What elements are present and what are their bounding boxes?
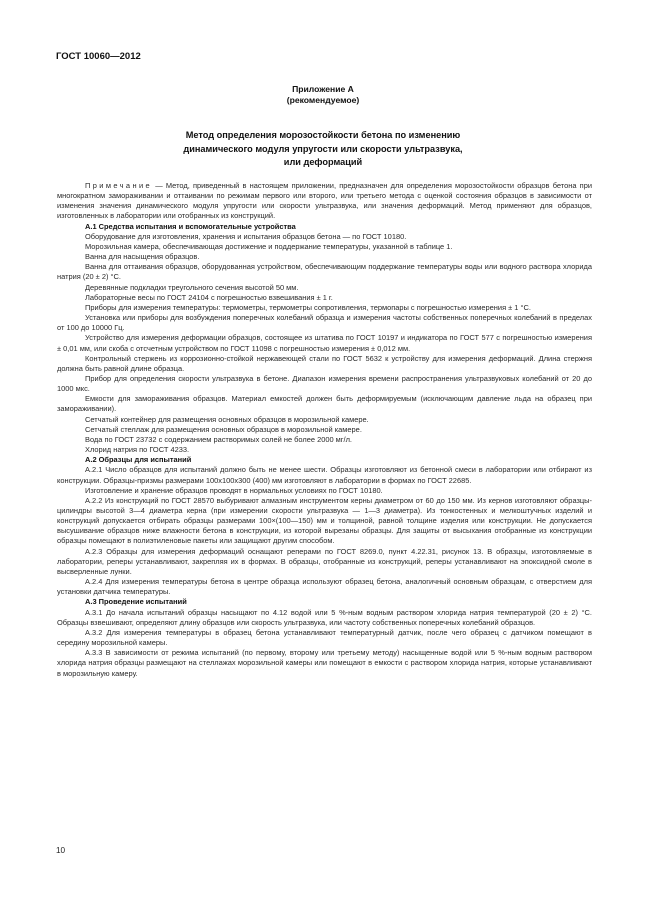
paragraph: А.2.4 Для измерения температуры бетона в центре образца используют образец бетона, аналогичный основным образцам, с отверстием для установки датчика температуры. (57, 577, 592, 597)
paragraph: А.3.3 В зависимости от режима испытаний (по первому, второму или третьему методу) насыщенные водой или 5 %-ным водным раствором хлорида натрия образцы размещают на стеллажах морозильной камеры или помещают в емкости с раствором хлорида натрия, которые устанавливают в морозильную камеру. (57, 648, 592, 678)
paragraph: Морозильная камера, обеспечивающая достижение и поддержание температуры, указанной в таблице 1. (85, 241, 453, 251)
paragraph: Ванна для насыщения образцов. (85, 252, 200, 262)
paragraph: А.3.1 До начала испытаний образцы насыщают по 4.12 водой или 5 %-ным водным раствором хлорида натрия температурой (20 ± 2) °С. Образцы взвешивают, определяют длину образцов или скорость ультразвука, или частоту собственных поперечных колебаний образцов. (57, 607, 592, 627)
section-heading: А.1 Средства испытания и вспомогательные устройства (85, 221, 296, 231)
appendix-heading (0, 84, 646, 106)
paragraph: Приборы для измерения температуры: термометры, термометры сопротивления, термопары с погрешностью измерения ± 1 °С. (85, 302, 531, 312)
paragraph: Устройство для измерения деформации образцов, состоящее из штатива по ГОСТ 10197 и индикатора по ГОСТ 577 с погрешностью измерения ± 0,01 мм, или скоба с отсчетным устройством по ГОСТ 11098 с погрешностью измерения ± 0,012 мм. (57, 333, 592, 353)
method-title-line: Метод определения морозостойкости бетона по изменению (185, 130, 461, 140)
paragraph: А.2.2 Из конструкций по ГОСТ 28570 выбуривают алмазным инструментом керны диаметром от 60 до 150 мм. Из кернов изготовляют образцы-цилиндры высотой 3—4 диаметра керна (при измерении скорости ультразвука — 1—3 диаметра). Из тонкостенных и мелкоштучных изделий и конструкций допускается отбирать образцы размерами 100×(100—150) мм и толщиной, равной толщине изделия или конструкции. Не допускается высушивание образцов ниже влажности бетона в конструкции, из которой вырезаны образцы. Для защиты от высыхания отобранные из конструкции образцы помещают в полиэтиленовые пакеты или защищают другим способом. (57, 495, 592, 546)
paragraph: Сетчатый стеллаж для размещения основных образцов в морозильной камере. (85, 424, 362, 434)
paragraph: Лабораторные весы по ГОСТ 24104 с погрешностью взвешивания ± 1 г. (85, 292, 333, 302)
paragraph: Ванна для оттаивания образцов, оборудованная устройством, обеспечивающим поддержание температуры воды или водного раствора хлорида натрия (20 ± 2) °С. (57, 262, 592, 282)
paragraph: Вода по ГОСТ 23732 с содержанием растворимых солей не более 2000 мг/л. (85, 434, 352, 444)
paragraph: Установка или приборы для возбуждения поперечных колебаний образца и измерения частоты собственных поперечных колебаний в пределах от 100 до 10000 Гц. (57, 313, 592, 333)
section-heading: А.3 Проведение испытаний (85, 597, 187, 607)
appendix-title: Приложение А (292, 84, 354, 94)
paragraph: Деревянные подкладки треугольного сечения высотой 50 мм. (85, 282, 299, 292)
note-paragraph (57, 181, 592, 222)
standard-header: ГОСТ 10060—2012 (56, 51, 141, 62)
method-title-line: или деформаций (283, 157, 363, 167)
paragraph: А.2.3 Образцы для измерения деформаций оснащают реперами по ГОСТ 8269.0, пункт 4.22.31, рисунок 13. В образцы, изготовляемые в лаборатории, реперы устанавливают, закрепляя их в формах. В образцы, отобранные из конструкций, реперы устанавливают на эпоксидной смоле в высверленные лунки. (57, 546, 592, 576)
paragraph: Прибор для определения скорости ультразвука в бетоне. Диапазон измерения времени распространения ультразвуковых колебаний от 20 до 1000 мкс. (57, 373, 592, 394)
paragraph: Емкости для замораживания образцов. Материал емкостей должен быть деформируемым (исключающим давление льда на образец при замораживании). (57, 394, 592, 414)
document-body (57, 181, 592, 679)
paragraph: Сетчатый контейнер для размещения основных образцов в морозильной камере. (85, 414, 369, 424)
paragraph: Хлорид натрия по ГОСТ 4233. (85, 445, 190, 455)
paragraph: А.2.1 Число образцов для испытаний должно быть не менее шести. Образцы изготовляют из бетонной смеси в лаборатории или отбирают из конструкции. Образцы-призмы размерами 100х100х300 (400) мм изготовляют в лаборатории в формах по ГОСТ 22685. (57, 465, 592, 485)
note-label: Примечание (85, 181, 153, 190)
paragraph: Изготовление и хранение образцов проводят в нормальных условиях по ГОСТ 10180. (85, 485, 383, 495)
paragraph: А.3.2 Для измерения температуры в образец бетона устанавливают температурный датчик, после чего образец с датчиком помещают в середину морозильной камеры. (57, 627, 592, 648)
paragraph: Оборудование для изготовления, хранения и испытания образцов бетона — по ГОСТ 10180. (85, 231, 407, 241)
appendix-subtitle: (рекомендуемое) (286, 95, 360, 105)
method-title-line: динамического модуля упругости или скорости ультразвука, (183, 143, 463, 154)
section-heading: А.2 Образцы для испытаний (85, 455, 192, 465)
note-text: — Метод, приведенный в настоящем приложении, предназначен для определения морозостойкости образцов бетона при многократном замораживании и оттаивании по режимам первого или второго, или третьего метода с оценкой состояния образцов в зависимости от изменения значения динамического модуля упругости или скорости ультразвука, или значения деформаций. Метод применяют для образцов, изготовленных в лаборатории или отобранных из конструкций. (57, 181, 592, 221)
page-number: 10 (56, 846, 66, 855)
method-title (0, 129, 646, 170)
paragraph: Контрольный стержень из коррозионно-стойкой нержавеющей стали по ГОСТ 5632 к устройству для измерения деформаций. Длина стержня должна быть равной длине образца. (57, 353, 592, 373)
